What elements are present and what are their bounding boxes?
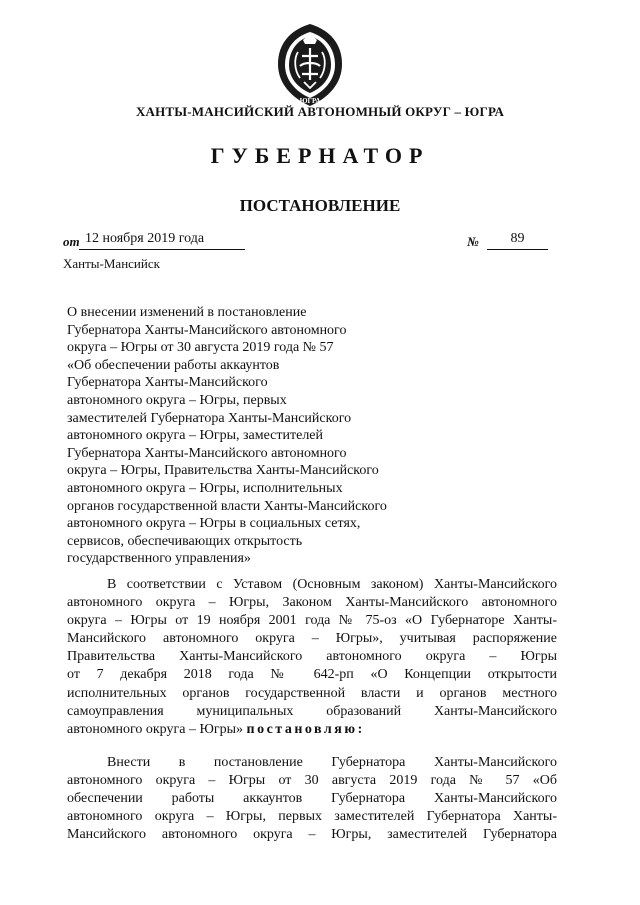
paragraph-line-text: автономного округа – Югры» <box>67 721 243 737</box>
paragraph-line: Мансийского автономного округа – Югры», учитывая распоряжение <box>67 631 557 647</box>
resolution-keyword: постановляю <box>246 721 358 737</box>
subject-line: заместителей Губернатора Ханты-Мансийского <box>67 410 352 426</box>
paragraph-line: автономного округа – Югры, Законом Ханты-Мансийского автономного <box>67 595 557 611</box>
paragraph-line: автономного округа – Югры, первых заместителей Губернатора Ханты- <box>67 809 557 825</box>
subject-line: автономного округа – Югры, исполнительных <box>67 480 343 496</box>
subject-line: О внесении изменений в постановление <box>67 305 307 320</box>
subject-line: сервисов, обеспечивающих открытость <box>67 533 303 549</box>
keyword-suffix: : <box>357 721 363 737</box>
number-prefix: № <box>467 234 479 249</box>
subject-line: государственного управления» <box>67 551 251 567</box>
authority-title: ГУБЕРНАТОР <box>210 143 430 168</box>
operative-paragraph <box>67 754 557 844</box>
emblem-text: ЮГРА <box>299 97 321 105</box>
document-date: 12 ноября 2019 года <box>79 231 245 250</box>
subject-line: автономного округа – Югры, первых <box>67 392 287 408</box>
subject-line: округа – Югры, Правительства Ханты-Мансийского <box>67 463 379 479</box>
paragraph-line: автономного округа – Югры от 30 августа 2019 года № 57 «Об <box>67 773 557 789</box>
paragraph-line: округа – Югры от 19 ноября 2001 года № 75-оз «О Губернаторе Ханты- <box>67 613 557 629</box>
paragraph-line: самоуправления муниципальных образований Ханты-Мансийского <box>67 703 557 719</box>
paragraph-line: Мансийского автономного округа – Югры, заместителей Губернатора <box>67 827 557 843</box>
document-type: ПОСТАНОВЛЕНИЕ <box>239 196 401 215</box>
region-name: ХАНТЫ-МАНСИЙСКИЙ АВТОНОМНЫЙ ОКРУГ – ЮГРА <box>135 104 505 119</box>
document-number: 89 <box>487 231 548 250</box>
paragraph-line: Правительства Ханты-Мансийского автономного округа – Югры <box>67 649 557 665</box>
subject-line: Губернатора Ханты-Мансийского автономного <box>67 322 347 338</box>
paragraph-line: В соответствии с Уставом (Основным законом) Ханты-Мансийского <box>107 577 557 592</box>
paragraph-line: от 7 декабря 2018 года № 642-рп «О Концепции открытости <box>67 667 557 683</box>
subject-line: Губернатора Ханты-Мансийского <box>67 375 268 391</box>
subject-line: «Об обеспечении работы аккаунтов <box>67 357 280 373</box>
document-subject <box>67 304 427 568</box>
paragraph-line: исполнительных органов государственной власти и органов местного <box>67 685 557 701</box>
paragraph-last-line <box>67 721 557 739</box>
subject-line: автономного округа – Югры, заместителей <box>67 428 324 444</box>
paragraph-line: обеспечении работы аккаунтов Губернатора Ханты-Мансийского <box>67 791 557 807</box>
preamble-paragraph <box>67 576 557 739</box>
subject-line: органов государственной власти Ханты-Мансийского <box>67 498 387 514</box>
coat-of-arms-emblem <box>272 22 348 108</box>
document-city: Ханты-Мансийск <box>63 256 160 271</box>
subject-line: Губернатора Ханты-Мансийского автономного <box>67 445 347 461</box>
subject-line: автономного округа – Югры в социальных сетях, <box>67 516 361 532</box>
date-prefix: от <box>63 234 80 249</box>
subject-line: округа – Югры от 30 августа 2019 года № 57 <box>67 340 334 356</box>
paragraph-line: Внести в постановление Губернатора Ханты-Мансийского <box>107 755 557 770</box>
